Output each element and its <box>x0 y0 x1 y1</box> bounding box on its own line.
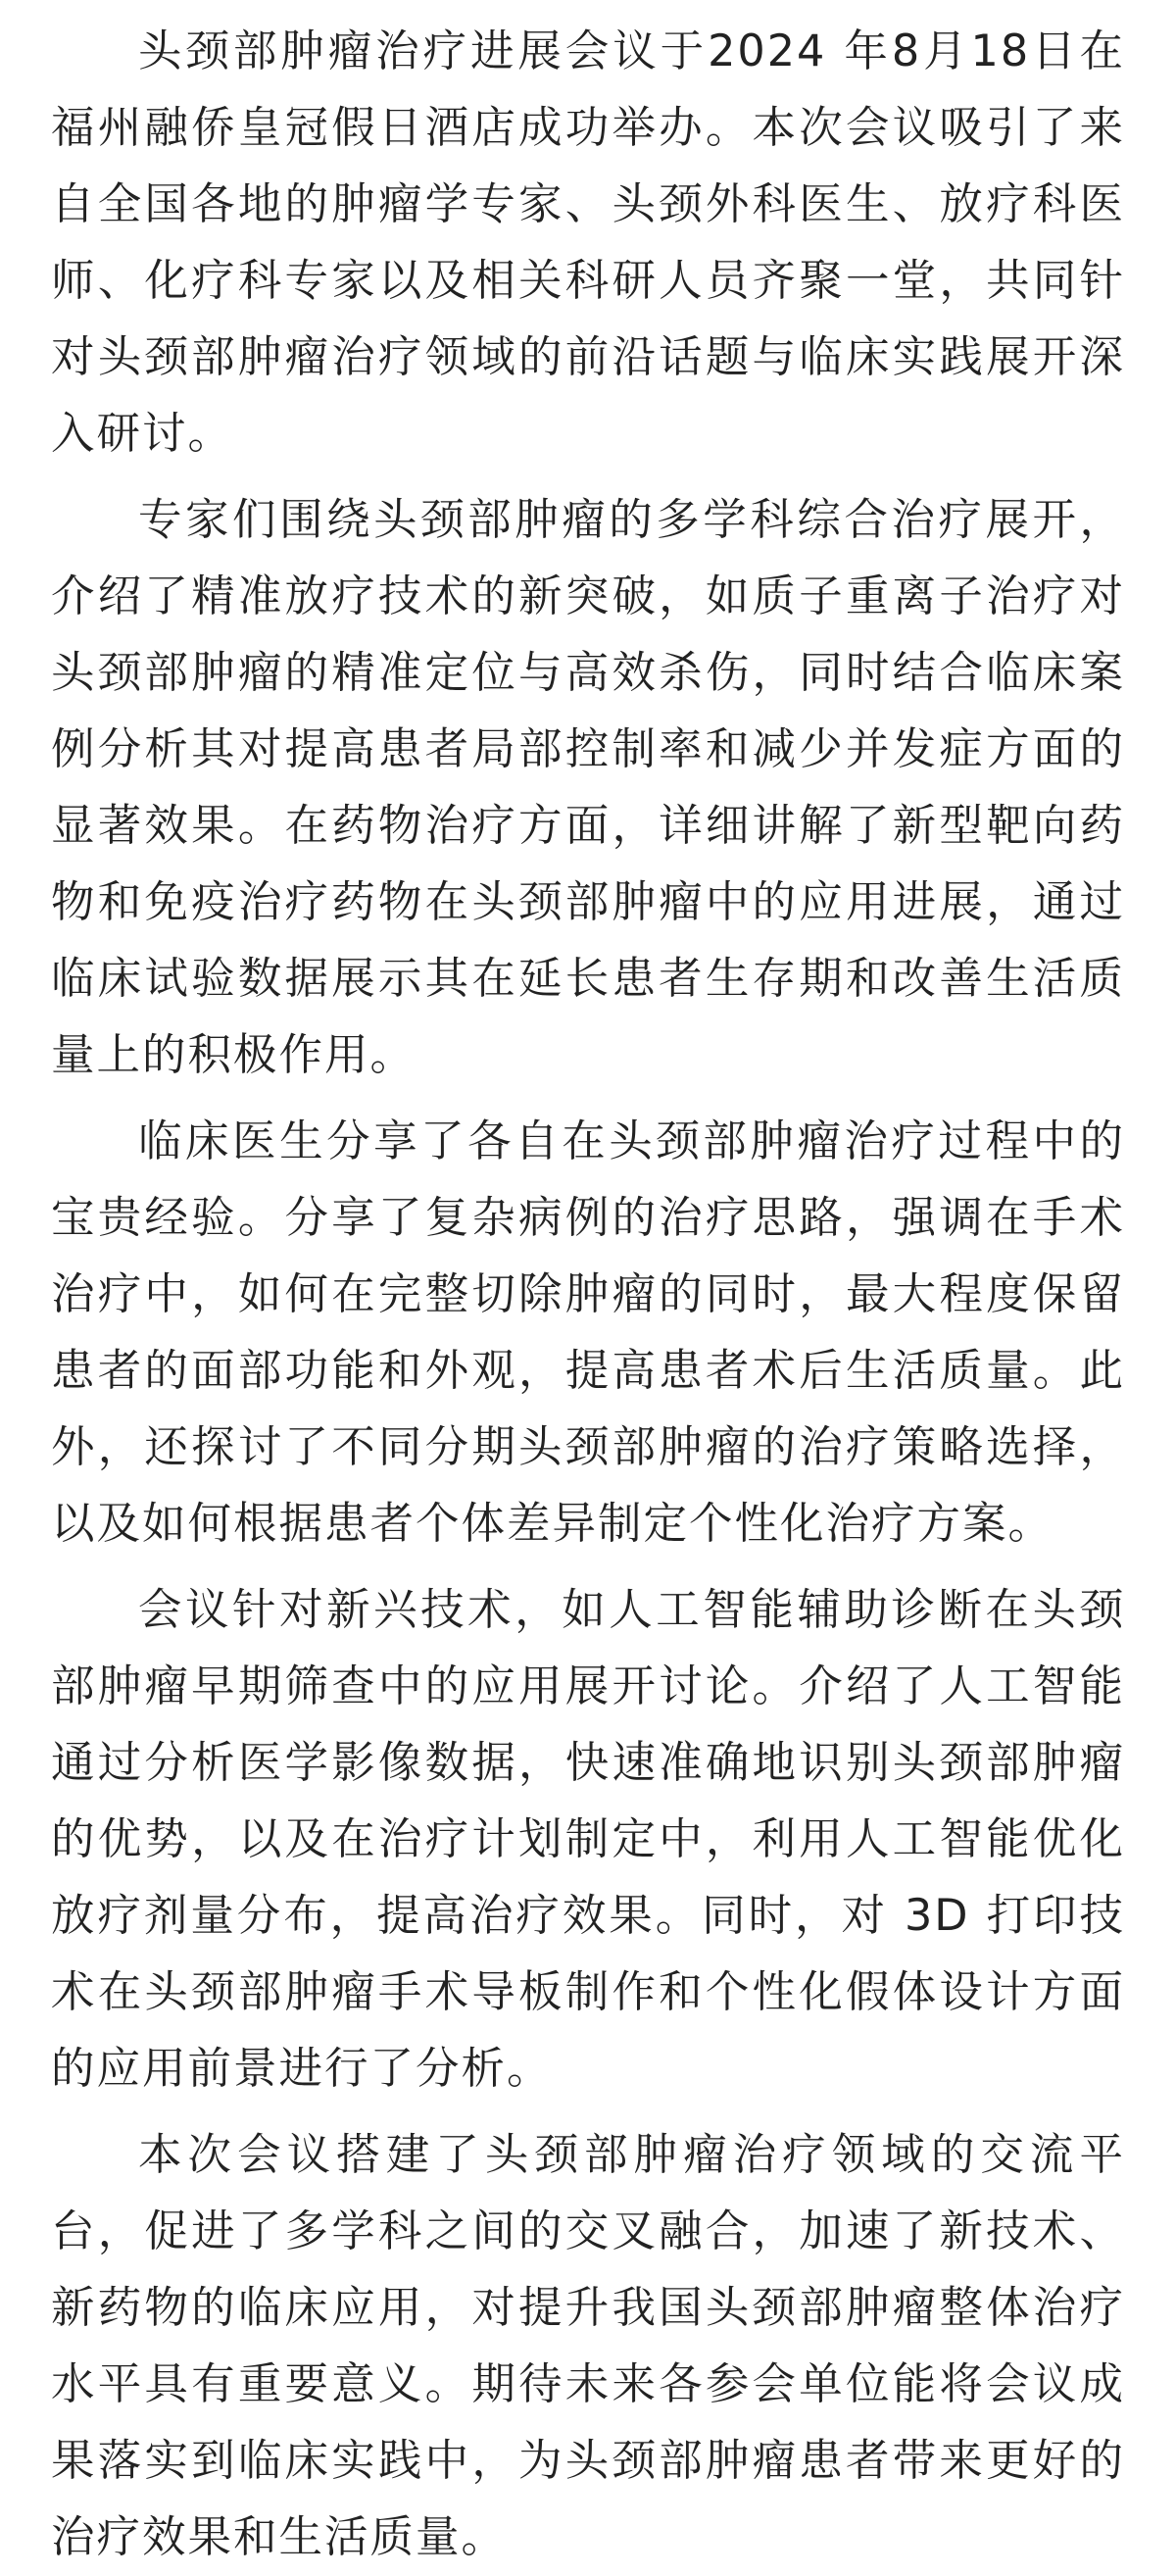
paragraph-conclusion: 本次会议搭建了头颈部肿瘤治疗领域的交流平台，促进了多学科之间的交叉融合，加速了新技术、新药物的临床应用，对提升我国头颈部肿瘤整体治疗水平具有重要意义。期待未来各参会单位能将会议成果落实到临床实践中，为头颈部肿瘤患者带来更好的治疗效果和生活质量。 <box>51 2130 1125 2562</box>
paragraph-clinical-experience: 临床医生分享了各自在头颈部肿瘤治疗过程中的宝贵经验。分享了复杂病例的治疗思路，强调在手术治疗中，如何在完整切除肿瘤的同时，最大程度保留患者的面部功能和外观，提高患者术后生活质量。此外，还探讨了不同分期头颈部肿瘤的治疗策略选择，以及如何根据患者个体差异制定个性化治疗方案。 <box>51 1116 1125 1549</box>
paragraph-emerging-technology: 会议针对新兴技术，如人工智能辅助诊断在头颈部肿瘤早期筛查中的应用展开讨论。介绍了人工智能通过分析医学影像数据，快速准确地识别头颈部肿瘤的优势，以及在治疗计划制定中，利用人工智能优化放疗剂量分布，提高治疗效果。同时，对 3D 打印技术在头颈部肿瘤手术导板制作和个性化假体设计方面的应用前景进行了分析。 <box>51 1585 1125 2094</box>
paragraph-multidisciplinary-treatment: 专家们围绕头颈部肿瘤的多学科综合治疗展开，介绍了精准放疗技术的新突破，如质子重离子治疗对头颈部肿瘤的精准定位与高效杀伤，同时结合临床案例分析其对提高患者局部控制率和减少并发症方面的显著效果。在药物治疗方面，详细讲解了新型靶向药物和免疫治疗药物在头颈部肿瘤中的应用进展，通过临床试验数据展示其在延长患者生存期和改善生活质量上的积极作用。 <box>51 495 1125 1080</box>
paragraph-meeting-overview: 头颈部肿瘤治疗进展会议于2024 年8月18日在福州融侨皇冠假日酒店成功举办。本次会议吸引了来自全国各地的肿瘤学专家、头颈外科医生、放疗科医师、化疗科专家以及相关科研人员齐聚一堂，共同针对头颈部肿瘤治疗领域的前沿话题与临床实践展开深入研讨。 <box>51 26 1125 459</box>
article-body <box>51 14 1125 2576</box>
